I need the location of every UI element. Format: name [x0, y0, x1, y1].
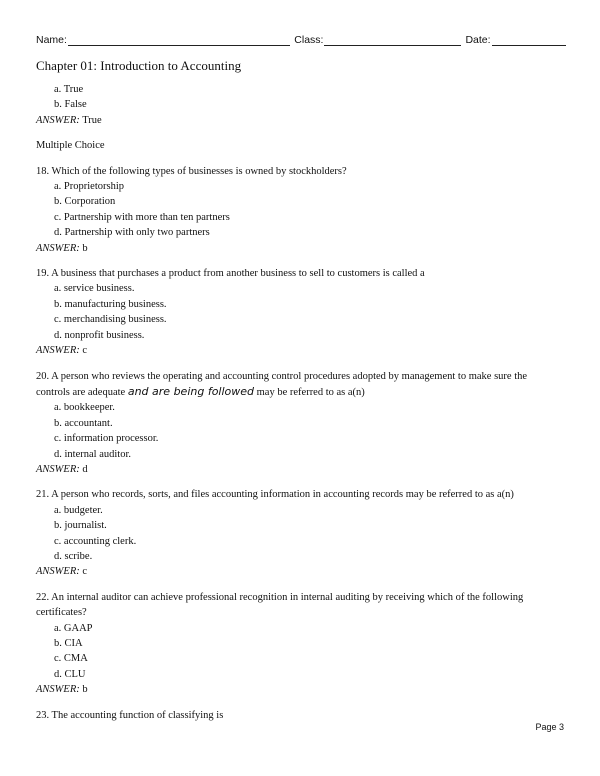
- option: b. accountant.: [54, 417, 113, 429]
- question-content: [36, 82, 556, 723]
- option: b. manufacturing business.: [54, 298, 167, 310]
- name-blank[interactable]: [68, 35, 290, 46]
- page-number: Page 3: [535, 722, 564, 732]
- date-blank[interactable]: [492, 35, 566, 46]
- option: d. CLU: [54, 668, 86, 680]
- question-23: 23. The accounting function of classifying is: [36, 709, 224, 721]
- class-blank[interactable]: [324, 35, 461, 46]
- option: c. Partnership with more than ten partners: [54, 211, 230, 223]
- question-20-line1: 20. A person who reviews the operating and accounting control procedures adopted by management to make sure the: [36, 370, 528, 382]
- question-21: 21. A person who records, sorts, and files accounting information in accounting records may be referred to as a(n): [36, 489, 514, 501]
- tf-answer: ANSWER: True: [36, 114, 102, 126]
- option: d. Partnership with only two partners: [54, 227, 210, 239]
- header-fields: [36, 34, 566, 46]
- question-20-line2: controls are adequate and are being followed may be referred to as a(n): [36, 384, 365, 398]
- option: d. nonprofit business.: [54, 329, 145, 341]
- handwritten-insert: and are being followed: [127, 384, 255, 398]
- option: a. service business.: [54, 283, 135, 295]
- name-label: Name:: [36, 34, 67, 46]
- section-title: Multiple Choice: [36, 140, 105, 152]
- question-19: 19. A business that purchases a product from another business to sell to customers is called a: [36, 268, 425, 280]
- class-label: Class:: [294, 34, 324, 46]
- question-22-line1: 22. An internal auditor can achieve professional recognition in internal auditing by receiving which of the following: [36, 591, 524, 603]
- option: d. internal auditor.: [54, 448, 131, 460]
- tf-option-b: b. False: [54, 99, 87, 111]
- answer: ANSWER: c: [36, 345, 88, 357]
- option: c. merchandising business.: [54, 314, 167, 326]
- option: a. Proprietorship: [54, 181, 124, 193]
- answer: ANSWER: b: [36, 684, 88, 696]
- option: a. GAAP: [54, 622, 93, 634]
- option: a. bookkeeper.: [54, 402, 115, 414]
- answer: ANSWER: c: [36, 566, 88, 578]
- chapter-title: Chapter 01: Introduction to Accounting: [36, 58, 242, 73]
- option: b. journalist.: [54, 520, 107, 532]
- question-18: 18. Which of the following types of businesses is owned by stockholders?: [36, 165, 347, 177]
- option: b. Corporation: [54, 196, 116, 208]
- answer: ANSWER: b: [36, 242, 88, 254]
- option: c. information processor.: [54, 433, 159, 445]
- option: c. accounting clerk.: [54, 535, 137, 547]
- option: c. CMA: [54, 653, 88, 665]
- answer: ANSWER: d: [36, 463, 88, 475]
- option: d. scribe.: [54, 550, 93, 562]
- tf-option-a: a. True: [54, 84, 84, 95]
- option: b. CIA: [54, 638, 83, 649]
- question-22-line2: certificates?: [36, 607, 87, 619]
- option: a. budgeter.: [54, 504, 103, 516]
- date-label: Date:: [465, 34, 491, 46]
